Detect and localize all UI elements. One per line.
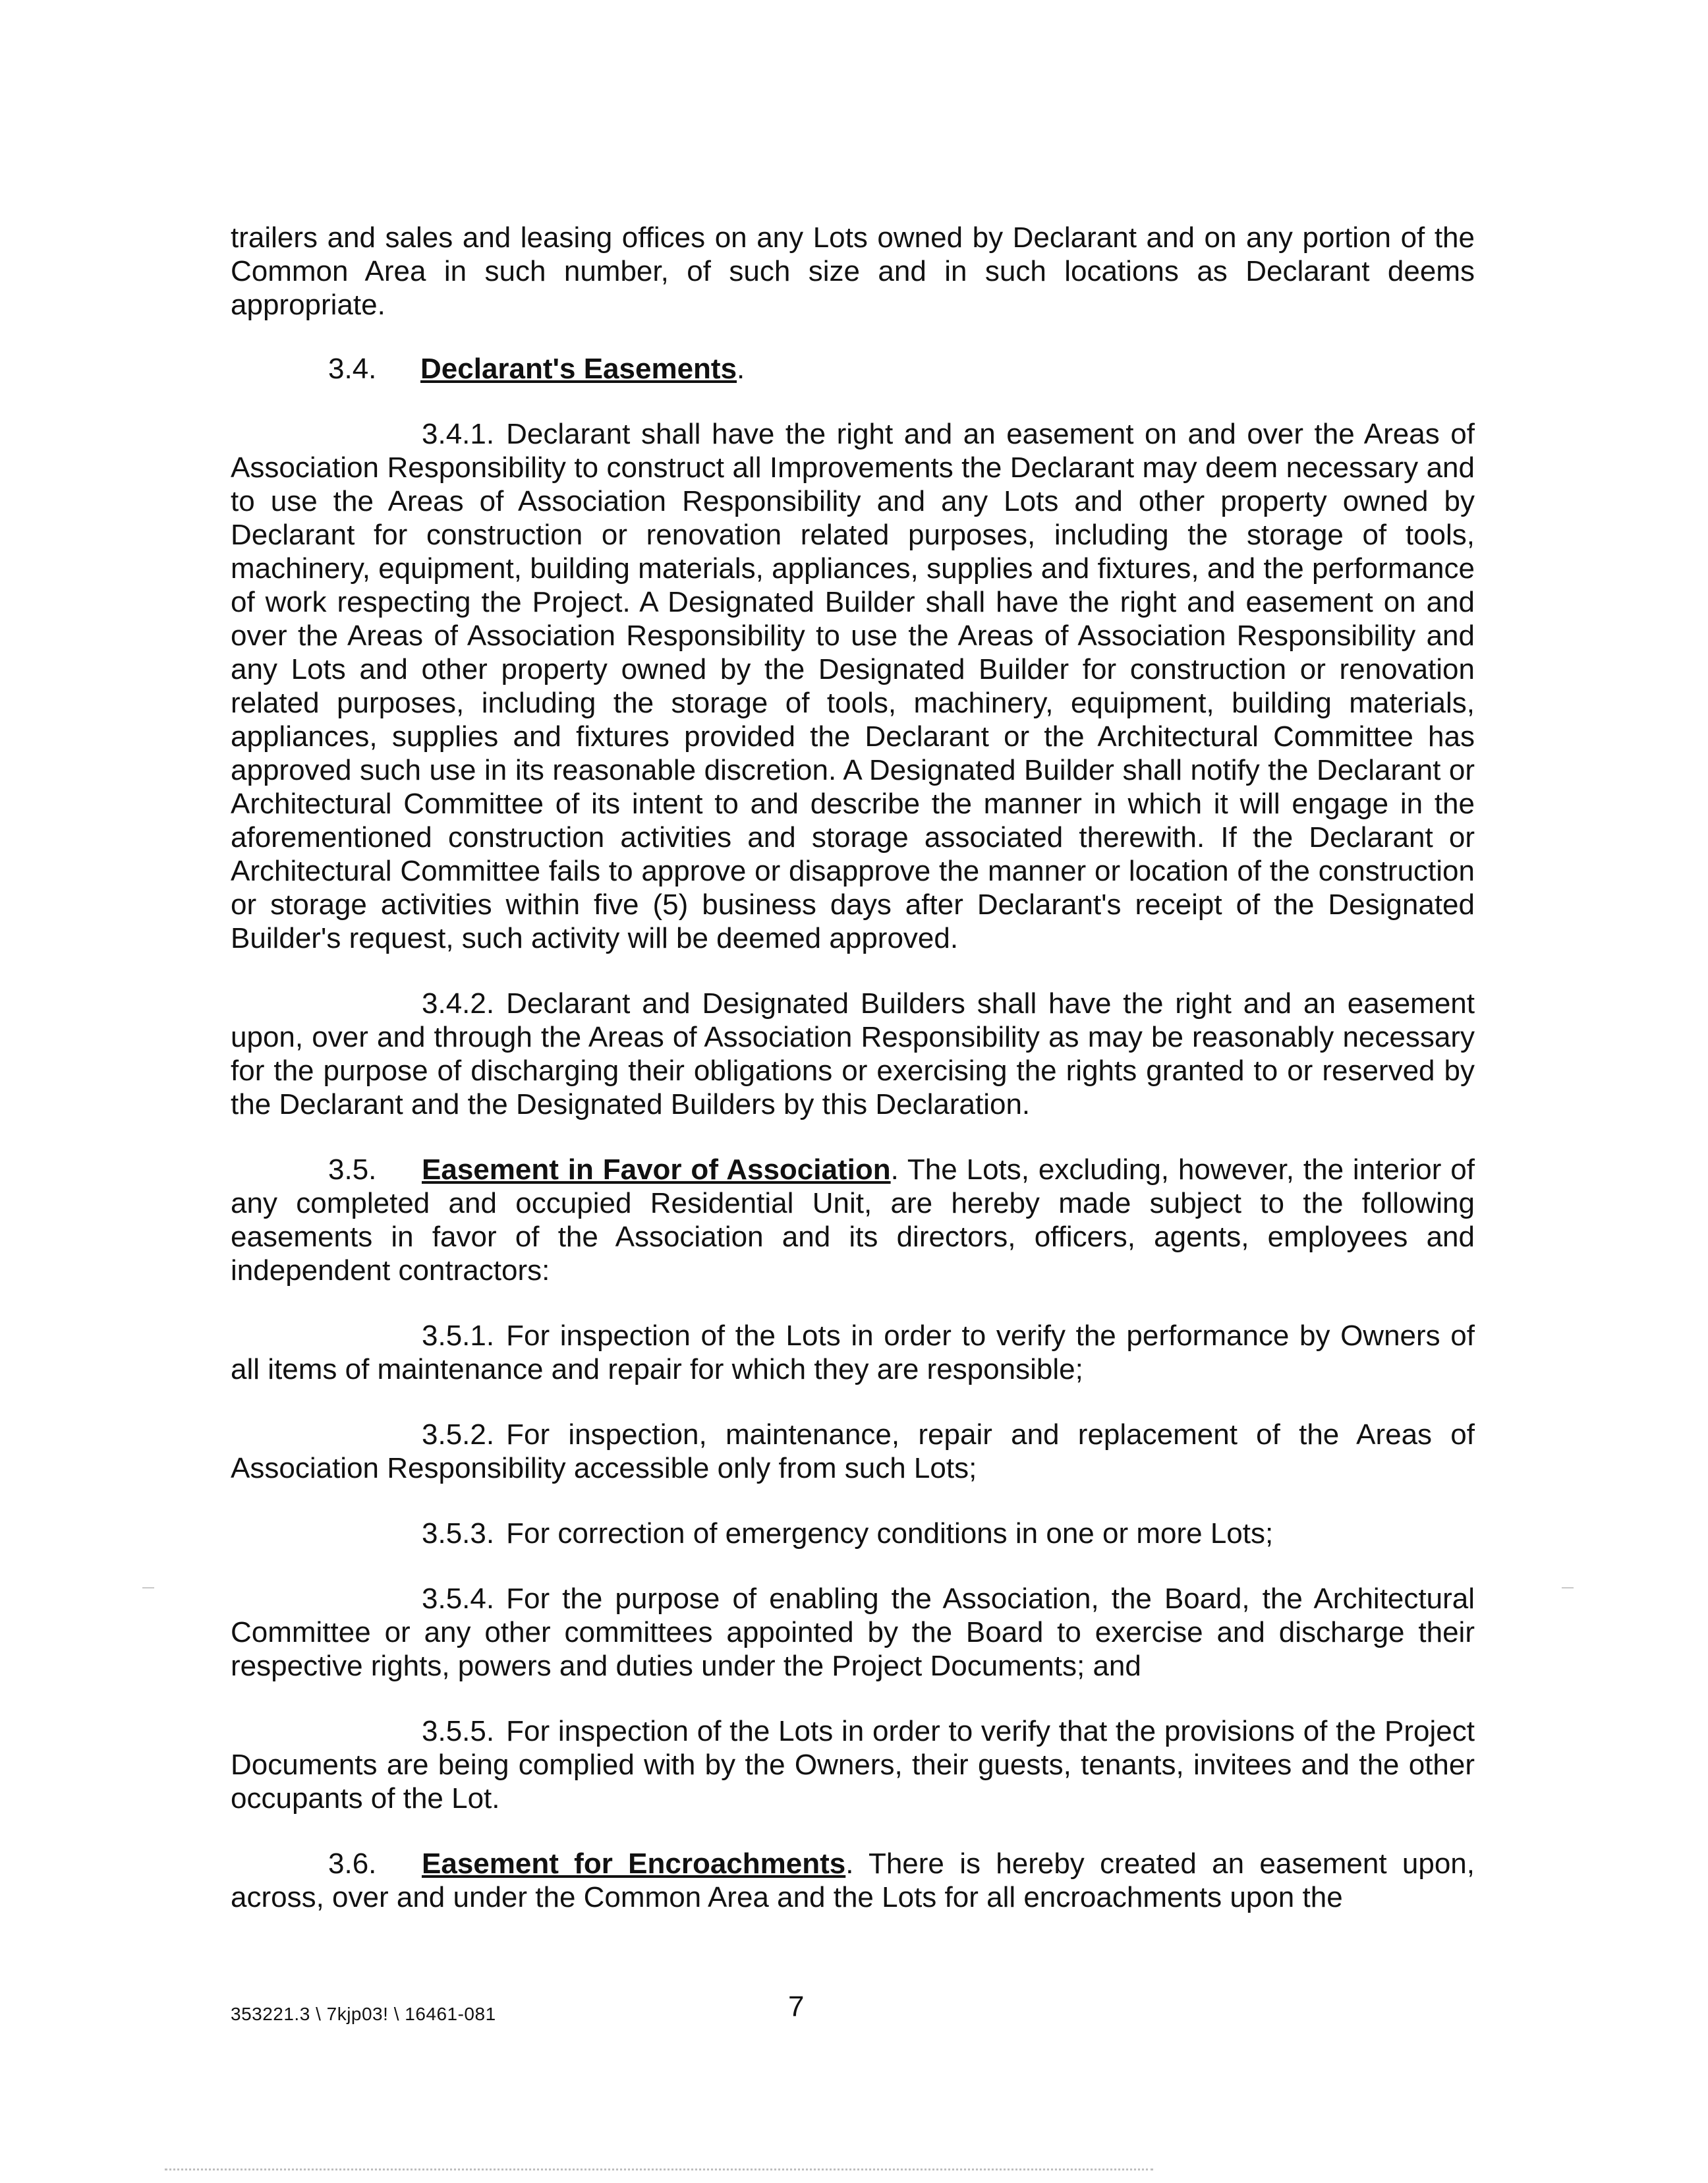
subsection-3-5-1 — [231, 1319, 1475, 1386]
section-number: 3.5. — [328, 1153, 377, 1186]
section-title: Easement in Favor of Association — [422, 1153, 891, 1186]
footer-page-number: 7 — [788, 1991, 805, 2023]
footer-document-id: 353221.3 \ 7kjp03! \ 16461-081 — [231, 2004, 496, 2024]
subsection-text: For inspection, maintenance, repair and replacement of the Areas of Association Responsibility accessible only from such Lots; — [231, 1418, 1475, 1484]
subsection-number: 3.4.1. — [422, 418, 495, 450]
section-3-5 — [231, 1153, 1475, 1287]
subsection-number: 3.5.4. — [422, 1583, 495, 1615]
subsection-3-5-4 — [231, 1582, 1475, 1683]
section-number: 3.4. — [328, 353, 377, 385]
section-text: . There is hereby created an easement upon, across, over and under the Common Area and the Lots for all encroachments upon the — [231, 1848, 1475, 1913]
subsection-text: For inspection of the Lots in order to verify the performance by Owners of all items of maintenance and repair for which they are responsible; — [231, 1320, 1475, 1385]
scan-artifact-bottom — [165, 2168, 1153, 2173]
section-title: Declarant's Easements — [420, 353, 737, 385]
subsection-3-5-3 — [231, 1517, 1475, 1550]
document-body — [231, 221, 1475, 1946]
subsection-text: For inspection of the Lots in order to verify that the provisions of the Project Documents are being complied with by the Owners, their guests, tenants, invitees and the other occupants of the Lot. — [231, 1715, 1475, 1815]
subsection-text: Declarant and Designated Builders shall have the right and an easement upon, over and through the Areas of Association Responsibility as may be reasonably necessary for the purpose of discharging their obligations or exercising the rights granted to or reserved by the Declarant and the Designated Builders by this Declaration. — [231, 987, 1475, 1121]
subsection-text: For the purpose of enabling the Association, the Board, the Architectural Committee or any other committees appointed by the Board to exercise and discharge their respective rights, powers and duties under the Project Documents; and — [231, 1583, 1475, 1682]
subsection-3-4-1 — [231, 417, 1475, 955]
scan-artifact-left — [142, 1587, 154, 1588]
subsection-number: 3.5.5. — [422, 1715, 495, 1747]
section-number: 3.6. — [328, 1848, 377, 1880]
subsection-3-5-2 — [231, 1418, 1475, 1485]
subsection-number: 3.5.2. — [422, 1418, 495, 1451]
section-text: . The Lots, excluding, however, the interior of any completed and occupied Residential Unit, are hereby made subject to the following easements in favor of the Association and its directors, officers, agents, employees and independent contractors: — [231, 1153, 1475, 1287]
subsection-text: Declarant shall have the right and an easement on and over the Areas of Association Responsibility to construct all Improvements the Declarant may deem necessary and to use the Areas of Association Responsibility and any Lots and other property owned by Declarant for construction or renovation related purposes, including the storage of tools, machinery, equipment, building materials, appliances, supplies and fixtures, and the performance of work respecting the Project. A Designated Builder shall have the right and easement on and over the Areas of Association Responsibility to use the Areas of Association Responsibility and any Lots and other property owned by the Designated Builder for construction or renovation related purposes, including the storage of tools, machinery, equipment, building materials, appliances, supplies and fixtures provided the Declarant or the Architectural Committee has approved such use in its reasonable discretion. A Designated Builder shall notify the Declarant or Architectural Committee of its intent to and describe the manner in which it will engage in the aforementioned construction activities and storage associated therewith. If the Declarant or Architectural Committee fails to approve or disapprove the manner or location of the construction or storage activities within five (5) business days after Declarant's receipt of the Designated Builder's request, such activity will be deemed approved. — [231, 418, 1475, 954]
section-title: Easement for Encroachments — [422, 1848, 846, 1880]
subsection-number: 3.5.1. — [422, 1320, 495, 1352]
subsection-text: For correction of emergency conditions in one or more Lots; — [506, 1517, 1274, 1550]
opening-paragraph: trailers and sales and leasing offices on any Lots owned by Declarant and on any portion of the Common Area in such number, of such size and in such locations as Declarant deems appropriate. — [231, 221, 1475, 321]
scan-artifact-right — [1562, 1587, 1574, 1588]
subsection-3-4-2 — [231, 987, 1475, 1121]
subsection-number: 3.4.2. — [422, 987, 495, 1020]
section-3-6 — [231, 1847, 1475, 1914]
section-3-4-heading — [231, 352, 1475, 386]
subsection-number: 3.5.3. — [422, 1517, 495, 1550]
section-title-suffix: . — [737, 353, 745, 385]
subsection-3-5-5 — [231, 1714, 1475, 1815]
